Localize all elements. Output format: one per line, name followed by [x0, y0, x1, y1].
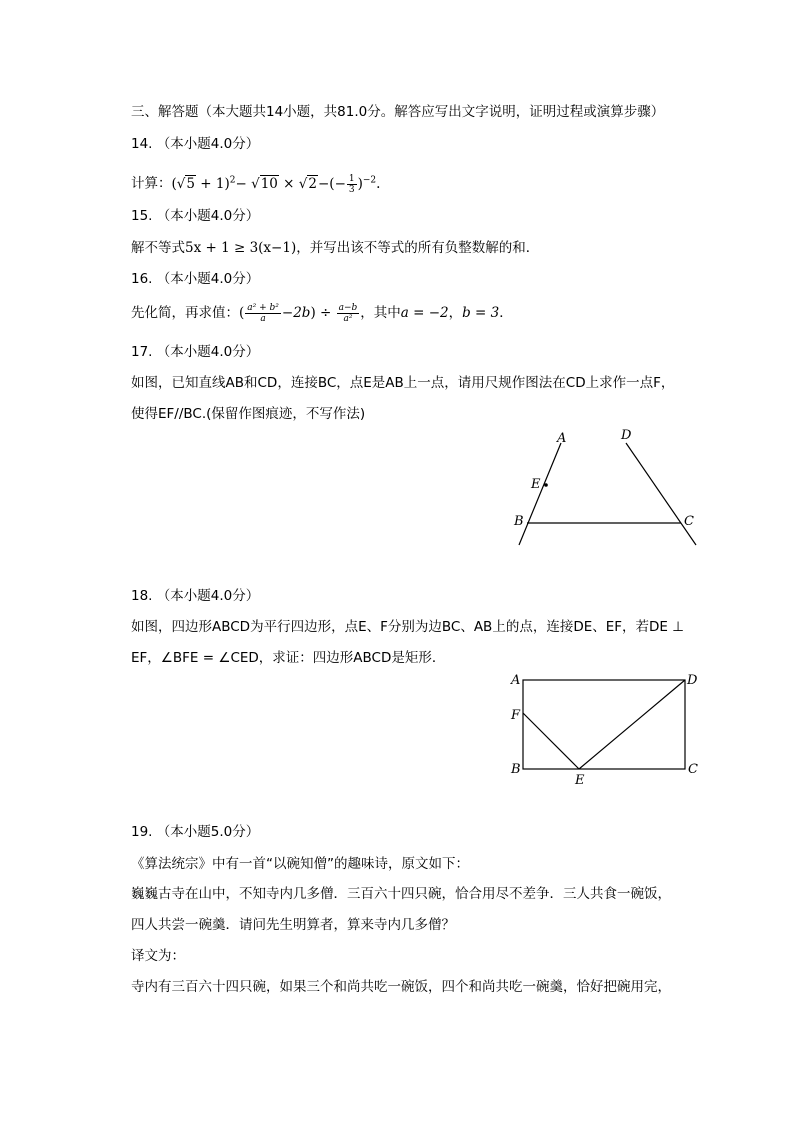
segment-fe: [523, 713, 579, 769]
line-ab: [519, 443, 561, 545]
q16-header: 16. （本小题4.0分）: [131, 271, 260, 287]
q19-line2: 巍巍古寺在山中，不知寺内几多僧．三百六十四只碗，恰合用尽不差争．三人共食一碗饭，: [131, 886, 671, 902]
q17-header: 17. （本小题4.0分）: [131, 344, 260, 360]
figure-17: [505, 425, 705, 550]
q18-header: 18. （本小题4.0分）: [131, 588, 260, 604]
q16-body: 先化简，再求值：( $\frac{\text{a² + b²}}{a}$ −2b) ÷ $\frac{a-b}{\text{a²}}$ ，其中a = −2，b = 3．: [131, 303, 513, 324]
q19-line3: 四人共尝一碗羹．请问先生明算者，算来寺内几多僧？: [131, 917, 455, 933]
q14-prefix: 计算：: [131, 175, 172, 192]
q14-header: 14. （本小题4.0分）: [131, 136, 260, 152]
q18-line2: EF，∠BFE = ∠CED，求证：四边形ABCD是矩形．: [131, 650, 446, 666]
q15-body: 解不等式5x + 1 ≥ 3(x−1)，并写出该不等式的所有负整数解的和．: [131, 240, 540, 256]
rectangle-abcd: [523, 680, 685, 769]
q19-line4: 译文为：: [131, 948, 185, 964]
label-e: E: [531, 477, 541, 492]
line-cd: [626, 443, 696, 545]
label-e: E: [575, 773, 585, 788]
point-e: [544, 483, 548, 487]
label-f: F: [511, 708, 521, 723]
q14-body: 计算：$(√5 + 1)^2- √10 \times √2-(-$ $\frac{1}{3}$ )$^{-2}$.: [131, 173, 381, 195]
figure-18: [505, 668, 705, 788]
label-c: C: [684, 514, 694, 529]
q15-inequality: 5x + 1 ≥ 3(x−1): [185, 240, 297, 256]
label-a: A: [557, 431, 567, 446]
q17-line1: 如图，已知直线AB和CD，连接BC，点E是AB上一点，请用尺规作图法在CD上求作一点F，: [131, 375, 675, 391]
section-heading: 三、解答题（本大题共14小题，共81.0分。解答应写出文字说明，证明过程或演算步骤）: [131, 104, 665, 120]
label-c: C: [688, 762, 698, 777]
q19-header: 19. （本小题5.0分）: [131, 824, 260, 840]
label-a: A: [511, 673, 521, 688]
label-d: D: [621, 428, 632, 443]
label-d: D: [687, 673, 698, 688]
q19-line1: 《算法统宗》中有一首“以碗知僧”的趣味诗，原文如下：: [131, 856, 469, 872]
segment-ed: [579, 680, 685, 769]
q19-line5: 寺内有三百六十四只碗，如果三个和尚共吃一碗饭，四个和尚共吃一碗羹，恰好把碗用完，: [131, 979, 671, 995]
q18-line1: 如图，四边形ABCD为平行四边形，点E、F分别为边BC、AB上的点，连接DE、EF，若DE ⊥: [131, 619, 685, 635]
q15-header: 15. （本小题4.0分）: [131, 208, 260, 224]
label-b: B: [511, 762, 521, 777]
label-b: B: [514, 514, 524, 529]
q17-line2: 使得EF//BC.(保留作图痕迹，不写作法): [131, 406, 366, 422]
